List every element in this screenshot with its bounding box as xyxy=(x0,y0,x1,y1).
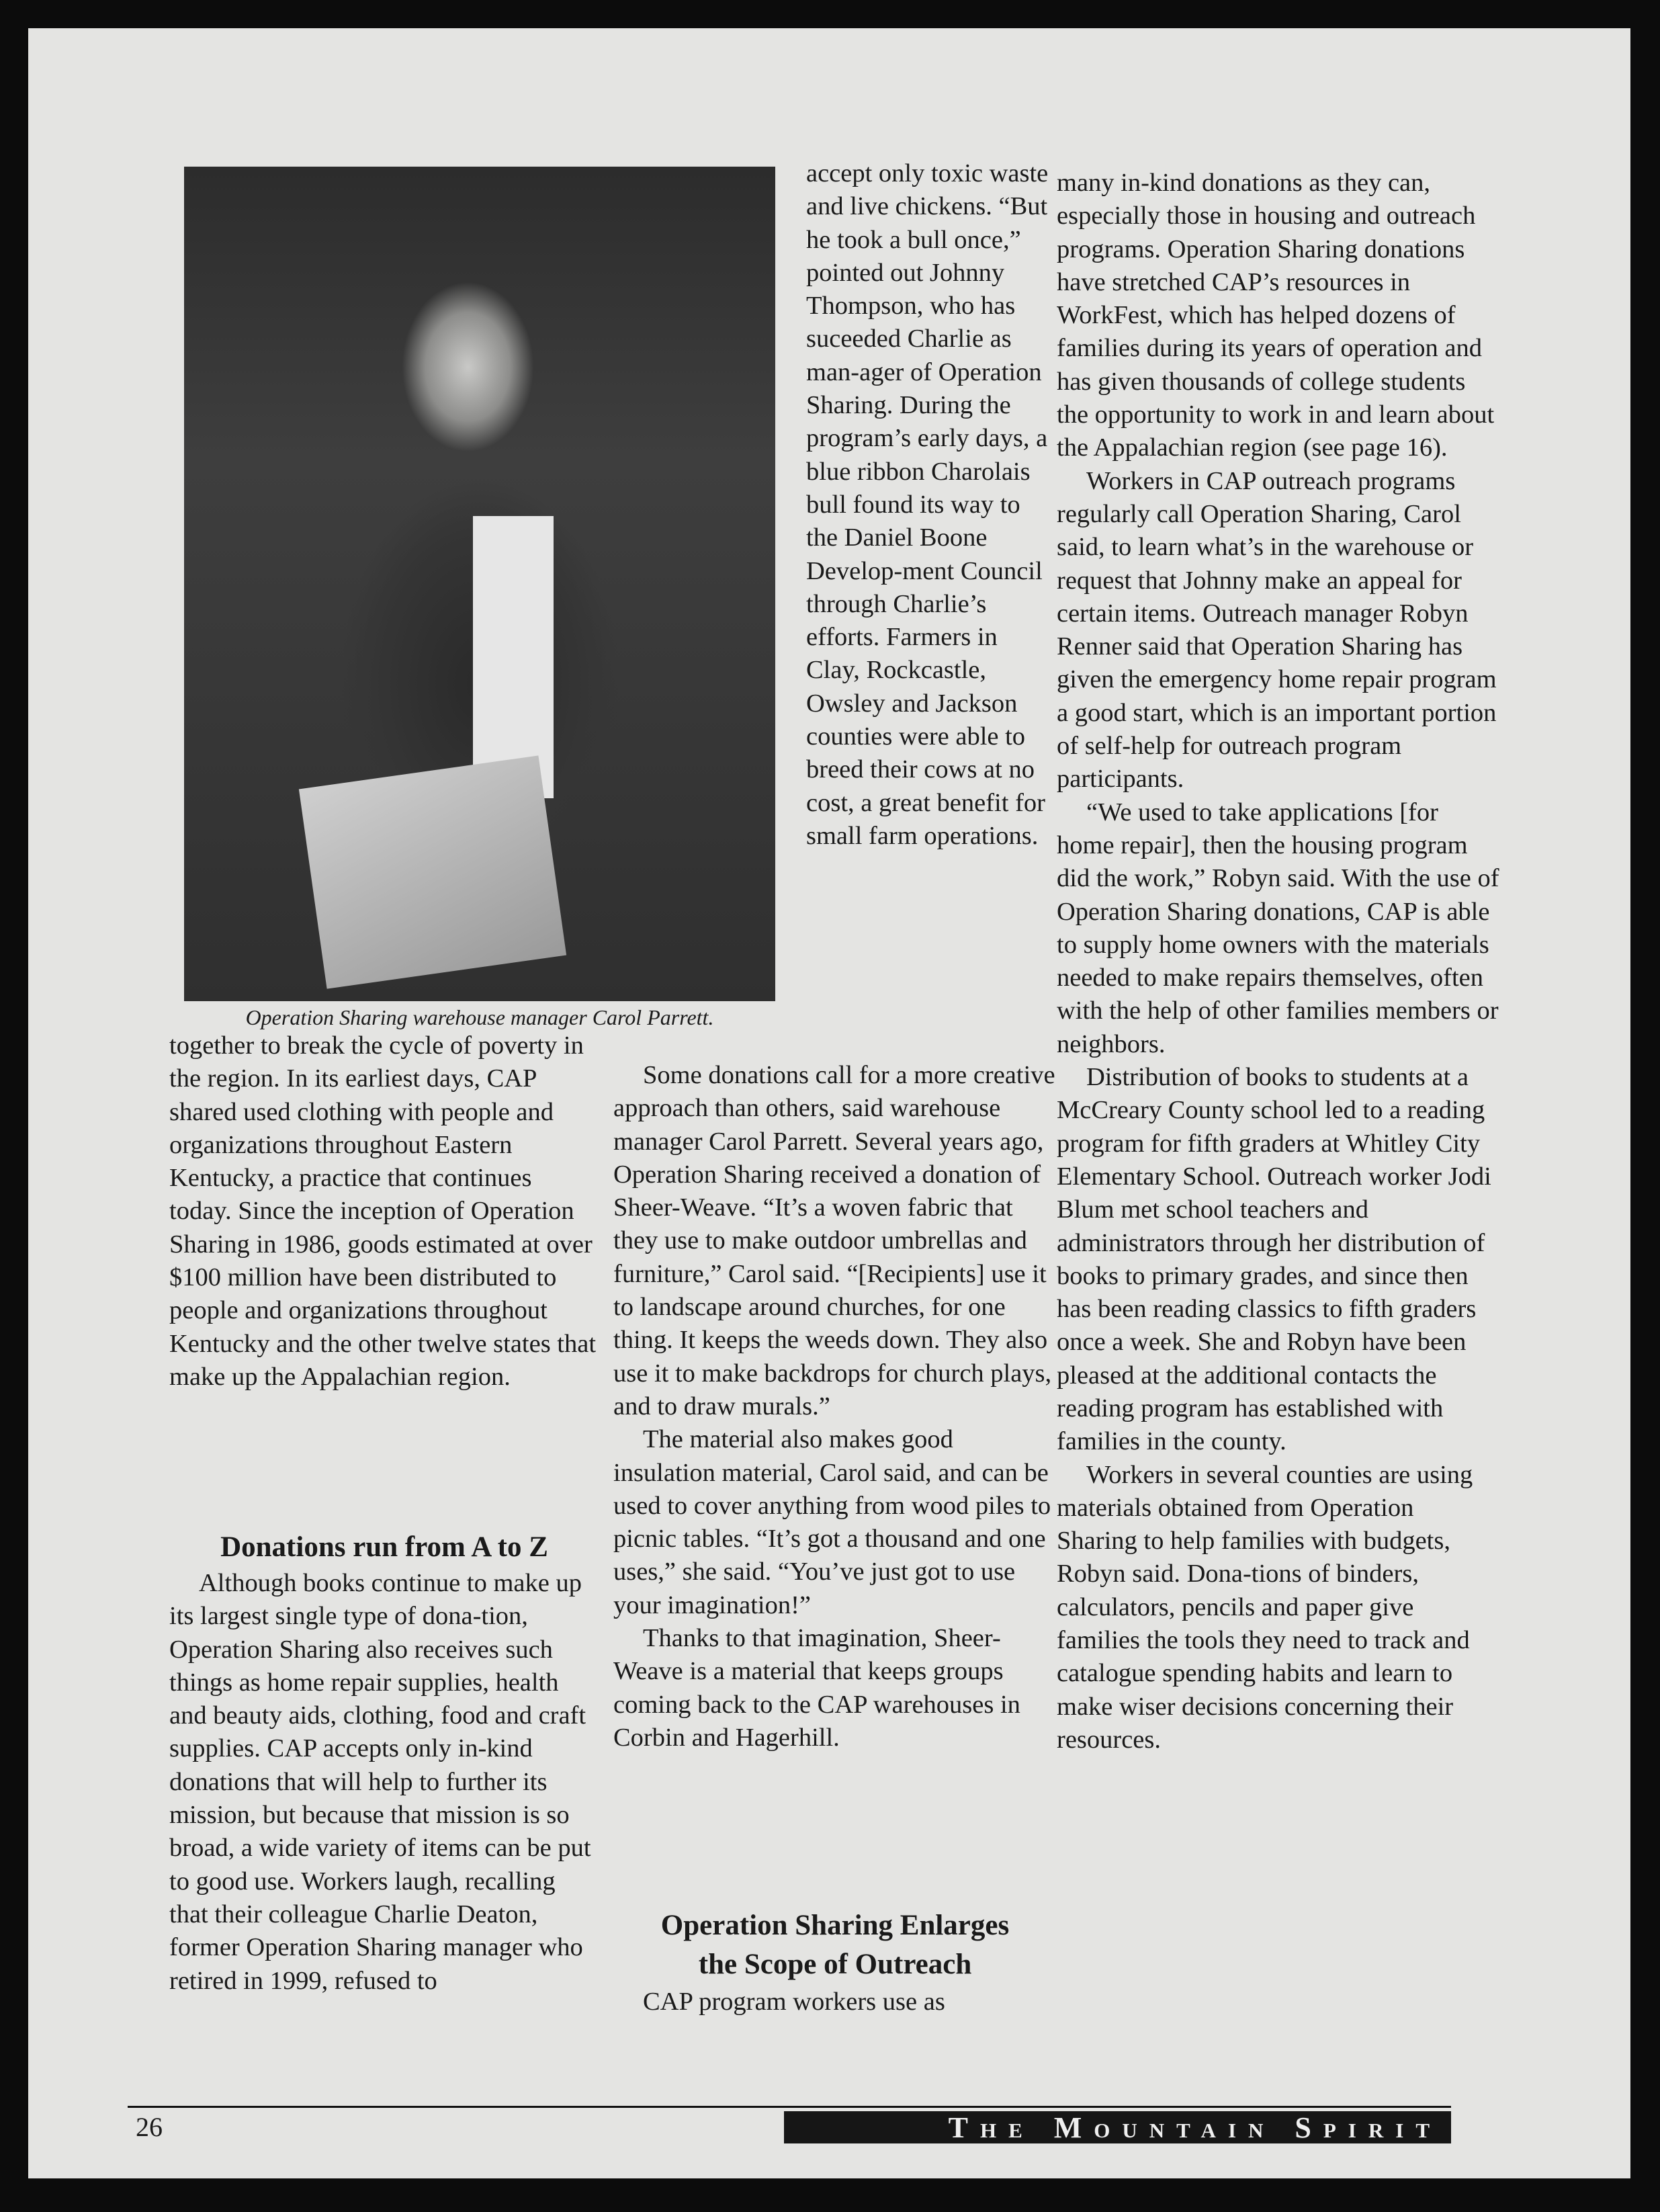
column-2-top-text xyxy=(806,157,1055,853)
magazine-page xyxy=(28,28,1630,2178)
column-2-text xyxy=(613,1059,1057,1754)
masthead-banner: The Mountain Spirit xyxy=(784,2111,1451,2143)
page-number: 26 xyxy=(136,2112,163,2142)
paragraph: many in-kind donations as they can, especially those in housing and outreach programs. Operation Sharing donations have stretched CAP’s resources in WorkFest, which has helped dozens of families during its years of operation and has given thousands of college students the opportunity to work in and learn about the Appalachian region (see page 16). xyxy=(1057,169,1495,462)
photo-cardboard-box-shape xyxy=(299,755,566,988)
paragraph: Distribution of books to students at a McCreary County school led to a reading program for fifth graders at Whitley City Elementary School. Outreach worker Jodi Blum met school teachers and administrators through her distribution of books to primary grades, and since then has been reading classics to fifth graders once a week. She and Robyn have been pleased at the additional contacts the reading program has established with families in the county. xyxy=(1057,1063,1491,1456)
paragraph: together to break the cycle of poverty in the region. In its earliest days, CAP shared used clothing with people and organizations throughout Eastern Kentucky, a practice that continues today. Since the inception of Operation Sharing in 1986, goods estimated at over $100 million have been distributed to people and organizations throughout Kentucky and the other twelve states that make up the Appalachian region. xyxy=(169,1031,597,1391)
column-1-text xyxy=(169,1029,599,1394)
paragraph: Although books continue to make up its largest single type of dona-tion, Operation Sharing also receives such things as home repair supplies, health and beauty aids, clothing, food and craft supplies. CAP accepts only in-kind donations that will help to further its mission, but because that mission is so broad, a wide variety of items can be put to good use. Workers laugh, recalling that their colleague Charlie Deaton, former Operation Sharing manager who retired in 1999, refused to xyxy=(169,1569,591,1995)
paragraph: CAP program workers use as xyxy=(643,1988,945,2016)
paragraph: The material also makes good insulation material, Carol said, and can be used to cover anything from wood piles to picnic tables. “It’s got a thousand and one uses,” she said. “You’ve just got to use your imagination!” xyxy=(613,1425,1051,1619)
paragraph: Some donations call for a more creative approach than others, said warehouse manager Carol Parrett. Several years ago, Operation Sharing received a donation of Sheer-Weave. “It’s a woven fabric that they use to make outdoor umbrellas and furniture,” Carol said. “[Recipients] use it to landscape around churches, for one thing. It keeps the weeds down. They also use it to make backdrops for church plays, and to draw murals.” xyxy=(613,1061,1055,1420)
photo-shirt-shape xyxy=(473,516,554,798)
paragraph: Thanks to that imagination, Sheer-Weave is a material that keeps groups coming back to the CAP warehouses in Corbin and Hagerhill. xyxy=(613,1624,1020,1752)
paragraph: Workers in CAP outreach programs regularly call Operation Sharing, Carol said, to learn what’s in the warehouse or request that Johnny make an appeal for certain items. Outreach manager Robyn Renner said that Operation Sharing has given the emergency home repair program a good start, which is an important portion of self-help for outreach program participants. xyxy=(1057,466,1497,794)
footer-divider xyxy=(128,2106,1451,2108)
column-3-text xyxy=(1057,167,1500,1756)
column-1-continued-text xyxy=(169,1567,599,1998)
column-2-after-heading xyxy=(613,1986,1057,2018)
section-heading-donations: Donations run from A to Z xyxy=(220,1531,548,1563)
paragraph: Workers in several counties are using materials obtained from Operation Sharing to help families with budgets, Robyn said. Dona-tions of binders, calculators, pencils and paper give families the tools they need to track and catalogue spending habits and learn to make wiser decisions concerning their resources. xyxy=(1057,1460,1473,1754)
heading-line: Operation Sharing Enlarges xyxy=(660,1910,1010,1941)
section-heading-outreach xyxy=(613,1906,1057,1984)
paragraph: accept only toxic waste and live chickens. “But he took a bull once,” pointed out Johnny Thompson, who has suceeded Charlie as man-ager of Operation Sharing. During the program’s early days, a blue ribbon Charolais bull found its way to the Daniel Boone Develop-ment Council through Charlie’s efforts. Farmers in Clay, Rockcastle, Owsley and Jackson counties were able to breed their cows at no cost, a great benefit for small farm operations. xyxy=(806,159,1049,850)
photo-caption: Operation Sharing warehouse manager Carol Parrett. xyxy=(245,1005,714,1029)
paragraph: “We used to take applications [for home repair], then the housing program did the work,” Robyn said. With the use of Operation Sharing donations, CAP is able to supply home owners with the materials needed to make repairs themselves, often with the help of other families members or neighbors. xyxy=(1057,798,1499,1058)
heading-line: the Scope of Outreach xyxy=(698,1949,972,1980)
warehouse-manager-photo xyxy=(184,167,775,1001)
